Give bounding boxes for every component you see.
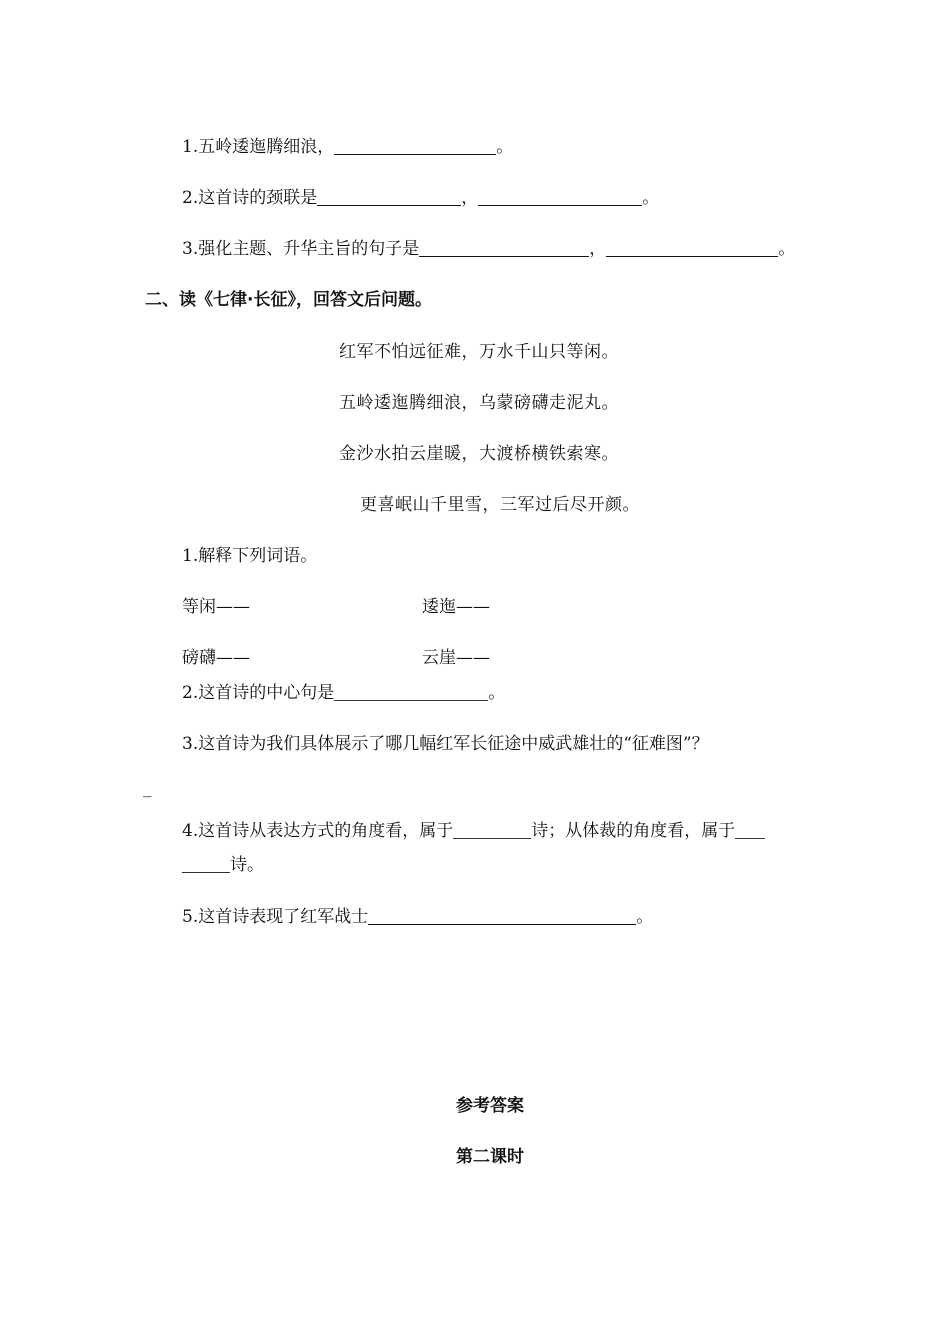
s2-q4-part2: 诗；从体裁的角度看，属于 (531, 821, 736, 841)
q1-item2 (182, 186, 659, 210)
s2-q5-end: 。 (636, 907, 654, 927)
s2-q4-part1: 4.这首诗从表达方式的角度看，属于 (182, 821, 454, 841)
q1-item1-text: 1.五岭逶迤腾细浪， (182, 137, 335, 157)
s2-q2-text: 2.这首诗的中心句是 (182, 683, 335, 703)
q1-item3-text: 3.强化主题、升华主旨的句子是 (182, 239, 420, 259)
s2-q5-blank[interactable] (368, 906, 636, 925)
q1-item3-end: 。 (778, 239, 796, 259)
s2-q4-blank-2a[interactable] (735, 820, 765, 839)
q1-item2-blank-2[interactable] (478, 187, 642, 206)
term-pangbo: 磅礴—— (182, 648, 250, 668)
s2-q4-cont (182, 853, 264, 877)
s2-q3: 3.这首诗为我们具体展示了哪几幅红军长征途中威武雄壮的“征难图”？ (182, 734, 709, 754)
term-yunya: 云崖—— (422, 648, 490, 668)
s2-q5 (182, 905, 653, 929)
q1-item2-text: 2.这首诗的颈联是 (182, 188, 318, 208)
q1-item3 (182, 237, 795, 261)
q1-item2-sep: ， (461, 188, 479, 208)
poem-line-2: 五岭逶迤腾细浪，乌蒙磅礴走泥丸。 (339, 393, 619, 413)
section2-heading: 二、读《七律·长征》，回答文后问题。 (145, 290, 432, 310)
s2-q5-text: 5.这首诗表现了红军战士 (182, 907, 369, 927)
q1-item3-sep: ， (589, 239, 607, 259)
q1-item1 (182, 135, 513, 159)
q1-item3-blank-2[interactable] (606, 238, 778, 257)
q1-item2-end: 。 (642, 188, 660, 208)
poem-line-1: 红军不怕远征难，万水千山只等闲。 (339, 342, 619, 362)
term-weiyi: 逶迤—— (422, 597, 490, 617)
q1-item2-blank-1[interactable] (317, 187, 461, 206)
q1-item1-end: 。 (496, 137, 514, 157)
s2-q2 (182, 681, 505, 705)
term-dengxian: 等闲—— (182, 597, 250, 617)
s2-q4-blank-1[interactable] (453, 820, 531, 839)
s2-q4-part3: 诗。 (230, 855, 264, 875)
q1-item3-blank-1[interactable] (419, 238, 589, 257)
poem-line-3: 金沙水拍云崖暖，大渡桥横铁索寒。 (339, 444, 619, 464)
answers-title: 参考答案 (456, 1096, 524, 1116)
s2-q4 (182, 819, 765, 843)
s2-q1-label: 1.解释下列词语。 (182, 546, 318, 566)
poem-line-4: 更喜岷山千里雪，三军过后尽开颜。 (360, 495, 640, 515)
q1-item1-blank[interactable] (334, 136, 496, 155)
s2-q3-answer-blank[interactable]: _ (143, 778, 152, 798)
s2-q4-blank-2b[interactable] (182, 854, 230, 873)
s2-q2-blank[interactable] (334, 682, 488, 701)
s2-q2-end: 。 (488, 683, 506, 703)
answers-subtitle: 第二课时 (456, 1147, 524, 1167)
